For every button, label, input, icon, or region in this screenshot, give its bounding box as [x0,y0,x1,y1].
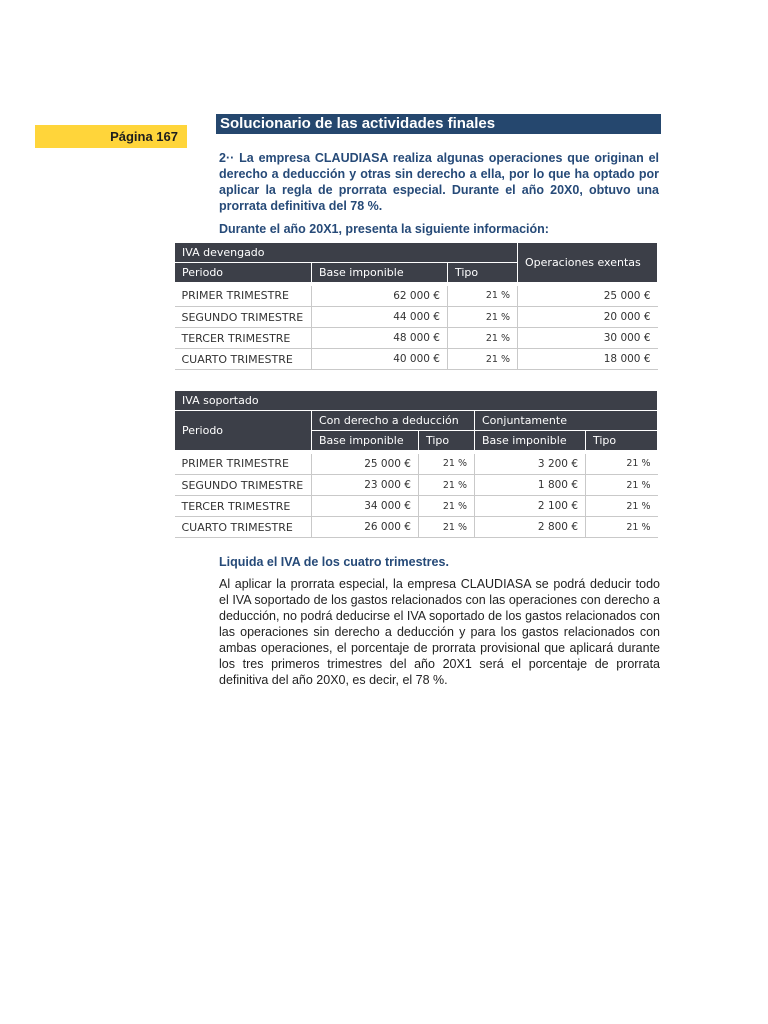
exercise-statement: 2·· La empresa CLAUDIASA realiza algunas operaciones que originan el derecho a deducción y otras sin derecho a ella, por lo que ha optado por aplicar la regla de prorrata especial. Durante el año 20X0, obtuvo una prorrata definitiva del 78 %. [219,151,659,213]
cell-exentas: 20 000 € [518,307,658,328]
iva-devengado-table [174,242,658,370]
cell-base: 1 800 € [475,475,586,496]
cell-tipo: 21 % [419,496,475,517]
cell-tipo: 21 % [586,517,658,538]
iva-soportado-table [174,390,658,538]
cell-periodo: SEGUNDO TRIMESTRE [175,475,312,496]
column-header-base: Base imponible [312,431,419,451]
cell-periodo: CUARTO TRIMESTRE [175,517,312,538]
column-group-con-derecho: Con derecho a deducción [312,411,475,431]
column-header-base: Base imponible [475,431,586,451]
question-heading: Liquida el IVA de los cuatro trimestres. [219,555,449,569]
section-title: Solucionario de las actividades finales [216,114,661,134]
cell-exentas: 30 000 € [518,328,658,349]
cell-tipo: 21 % [419,517,475,538]
cell-base: 23 000 € [312,475,419,496]
table-row [175,496,658,517]
table-row [175,349,658,370]
cell-periodo: CUARTO TRIMESTRE [175,349,312,370]
cell-periodo: PRIMER TRIMESTRE [175,286,312,307]
info-lead: Durante el año 20X1, presenta la siguiente información: [219,222,549,236]
table-row [175,517,658,538]
cell-exentas: 25 000 € [518,286,658,307]
table-row [175,454,658,475]
cell-tipo: 21 % [586,475,658,496]
table-row [175,328,658,349]
table-row [175,475,658,496]
table-row [175,286,658,307]
cell-base: 3 200 € [475,454,586,475]
column-header-base: Base imponible [312,263,448,283]
cell-tipo: 21 % [448,328,518,349]
table-row [175,307,658,328]
cell-base: 48 000 € [312,328,448,349]
cell-base: 44 000 € [312,307,448,328]
cell-base: 2 800 € [475,517,586,538]
cell-base: 2 100 € [475,496,586,517]
column-group-conjuntamente: Conjuntamente [475,411,658,431]
table-title: IVA soportado [175,391,658,411]
cell-periodo: TERCER TRIMESTRE [175,496,312,517]
column-header-exentas: Operaciones exentas [518,243,658,283]
cell-base: 26 000 € [312,517,419,538]
table-title: IVA devengado [175,243,518,263]
cell-tipo: 21 % [586,496,658,517]
cell-tipo: 21 % [419,475,475,496]
cell-exentas: 18 000 € [518,349,658,370]
column-header-periodo: Periodo [175,411,312,451]
answer-paragraph: Al aplicar la prorrata especial, la empresa CLAUDIASA se podrá deducir todo el IVA soportado de los gastos relacionados con las operaciones con derecho a deducción, no podrá deducirse el IVA soportado de los gastos relacionados con las operaciones sin derecho a deducción y para los gastos relacionados con ambas operaciones, el porcentaje de prorrata provisional que aplicará durante los tres primeros trimestres del año 20X1 será el porcentaje de prorrata definitiva del año 20X0, es decir, el 78 %. [219,577,660,687]
cell-periodo: SEGUNDO TRIMESTRE [175,307,312,328]
cell-base: 34 000 € [312,496,419,517]
cell-periodo: TERCER TRIMESTRE [175,328,312,349]
cell-tipo: 21 % [419,454,475,475]
column-header-tipo: Tipo [448,263,518,283]
cell-base: 25 000 € [312,454,419,475]
cell-tipo: 21 % [448,349,518,370]
cell-base: 62 000 € [312,286,448,307]
column-header-periodo: Periodo [175,263,312,283]
cell-tipo: 21 % [448,286,518,307]
cell-tipo: 21 % [448,307,518,328]
cell-base: 40 000 € [312,349,448,370]
page-number-tab: Página 167 [35,125,187,148]
cell-tipo: 21 % [586,454,658,475]
column-header-tipo: Tipo [586,431,658,451]
cell-periodo: PRIMER TRIMESTRE [175,454,312,475]
column-header-tipo: Tipo [419,431,475,451]
